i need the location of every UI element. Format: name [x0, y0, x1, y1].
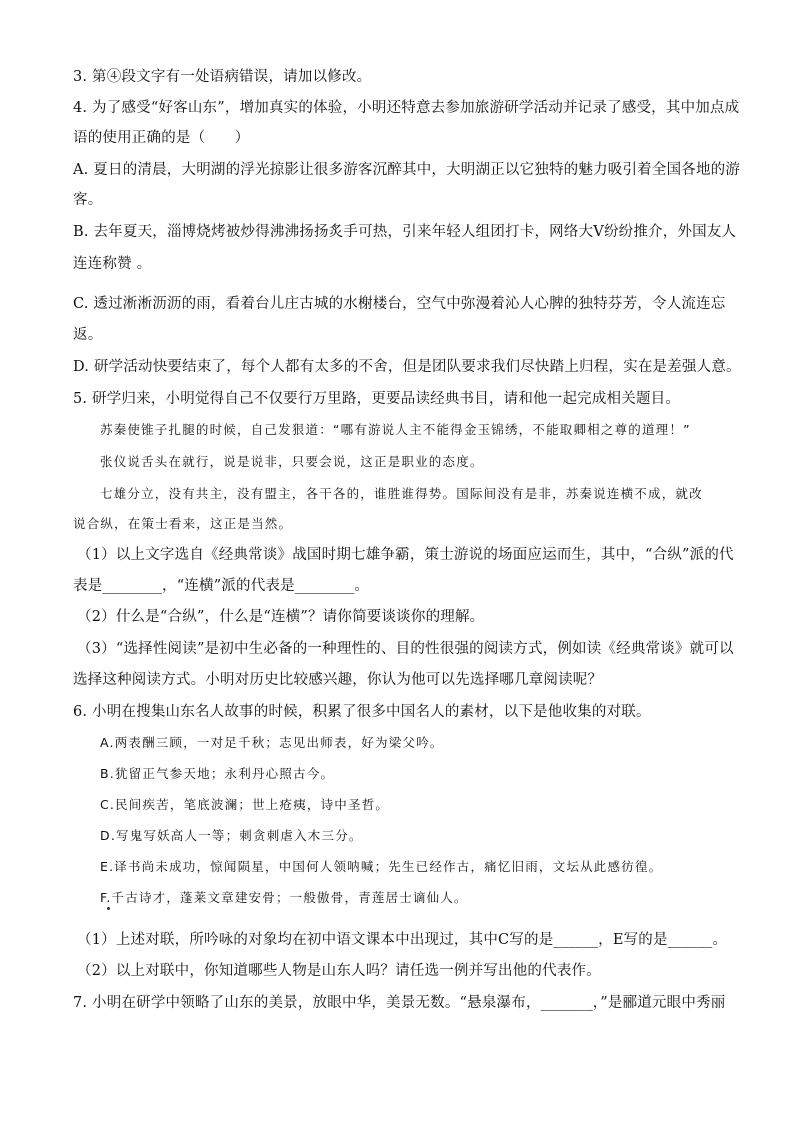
option-a-line-2: 客。: [73, 192, 103, 208]
option-c-line-1: C. 透过淅淅沥沥的雨，看着台儿庄古城的水榭楼台，空气中弥漫着沁人心脾的独特芬芳，令人流连忘: [73, 296, 726, 312]
option-d: D. 研学活动快要结束了，每个人都有太多的不舍，但是团队要求我们尽快踏上归程，实在是差强人意。: [73, 359, 741, 375]
question-5-sub-2: （2）什么是“合纵”，什么是“连横”？请你简要谈谈你的理解。: [77, 609, 485, 625]
question-6: 6. 小明在搜集山东名人故事的时候，积累了很多中国名人的素材，以下是他收集的对联。: [73, 704, 651, 720]
question-5-sub-3-line-1: （3）“选择性阅读”是初中生必备的一种理性的、目的性很强的阅读方式，例如读《经典常谈》就可以: [77, 641, 734, 657]
couplet-b: B.犹留正气参天地；永利丹心照古今。: [100, 766, 335, 781]
option-b-line-2: 连连称赞 。: [73, 256, 152, 272]
question-6-sub-1: （1）上述对联，所吟咏的对象均在初中语文课本中出现过，其中C写的是______，E写的是______。: [77, 932, 728, 948]
quote-paragraph-2: 张仪说舌头在就行，说是说非，只要会说，这正是职业的态度。: [100, 454, 484, 469]
question-5-sub-3-line-2: 选择这种阅读方式。小明对历史比较感兴趣，你认为他可以先选择哪几章阅读呢？: [73, 672, 603, 688]
quote-paragraph-3-line-1: 七雄分立，没有共主，没有盟主，各干各的，谁胜谁得势。国际间没有是非，苏秦说连横不成，就改: [100, 486, 703, 501]
couplet-f: F.千古诗才，蓬莱文章建安骨；一般傲骨，青莲居士谪仙人。: [100, 890, 468, 905]
couplet-e: E.译书尚未成功，惊闻陨星，中国何人领呐喊；先生已经作古，痛忆旧雨，文坛从此感彷徨。: [100, 859, 663, 874]
question-5-sub-1-line-2: 表是________，“连横”派的代表是________。: [73, 578, 370, 594]
couplet-d: D.写鬼写妖高人一等；刺贪刺虐入木三分。: [100, 828, 363, 843]
option-b-line-1: B. 去年夏天，淄博烧烤被炒得沸沸扬扬炙手可热，引来年轻人组团打卡，网络大V纷纷推介，外国友人: [73, 224, 737, 240]
question-3: 3. 第④段文字有一处语病错误，请加以修改。: [73, 69, 372, 85]
question-7: 7. 小明在研学中领略了山东的美景，放眼中华，美景无数。“悬泉瀑布，_______，”是郦道元眼中秀丽: [73, 995, 726, 1011]
quote-paragraph-3-line-2: 说合纵，在策士看来，这正是当然。: [73, 516, 293, 531]
question-4-line-1: 4. 为了感受“好客山东”，增加真实的体验，小明还特意去参加旅游研学活动并记录了感受，其中加点成: [73, 100, 740, 116]
question-6-sub-2: （2）以上对联中，你知道哪些人物是山东人吗？请任选一例并写出他的代表作。: [77, 963, 601, 979]
option-a-line-1: A. 夏日的清晨，大明湖的浮光掠影让很多游客沉醉其中，大明湖正以它独特的魅力吸引着全国各地的游: [73, 162, 741, 178]
option-c-line-2: 返。: [73, 327, 103, 343]
stray-dot-mark: [107, 907, 110, 910]
question-5: 5. 研学归来，小明觉得自己不仅要行万里路，更要品读经典书目，请和他一起完成相关题目。: [73, 391, 681, 407]
quote-paragraph-1: 苏秦使锥子扎腿的时候，自己发狠道：“哪有游说人主不能得金玉锦绣，不能取卿相之尊的道理！”: [100, 422, 691, 437]
couplet-c: C.民间疾苦，笔底波澜；世上疮痍，诗中圣哲。: [100, 797, 390, 812]
question-4-line-2: 语的使用正确的是（ ）: [73, 130, 250, 146]
question-5-sub-1-line-1: （1）以上文字选自《经典常谈》战国时期七雄争霸，策士游说的场面应运而生，其中，“合纵”派的代: [77, 547, 734, 563]
couplet-a: A.两表酬三顾，一对足千秋；志见出师表，好为梁父吟。: [100, 735, 444, 750]
